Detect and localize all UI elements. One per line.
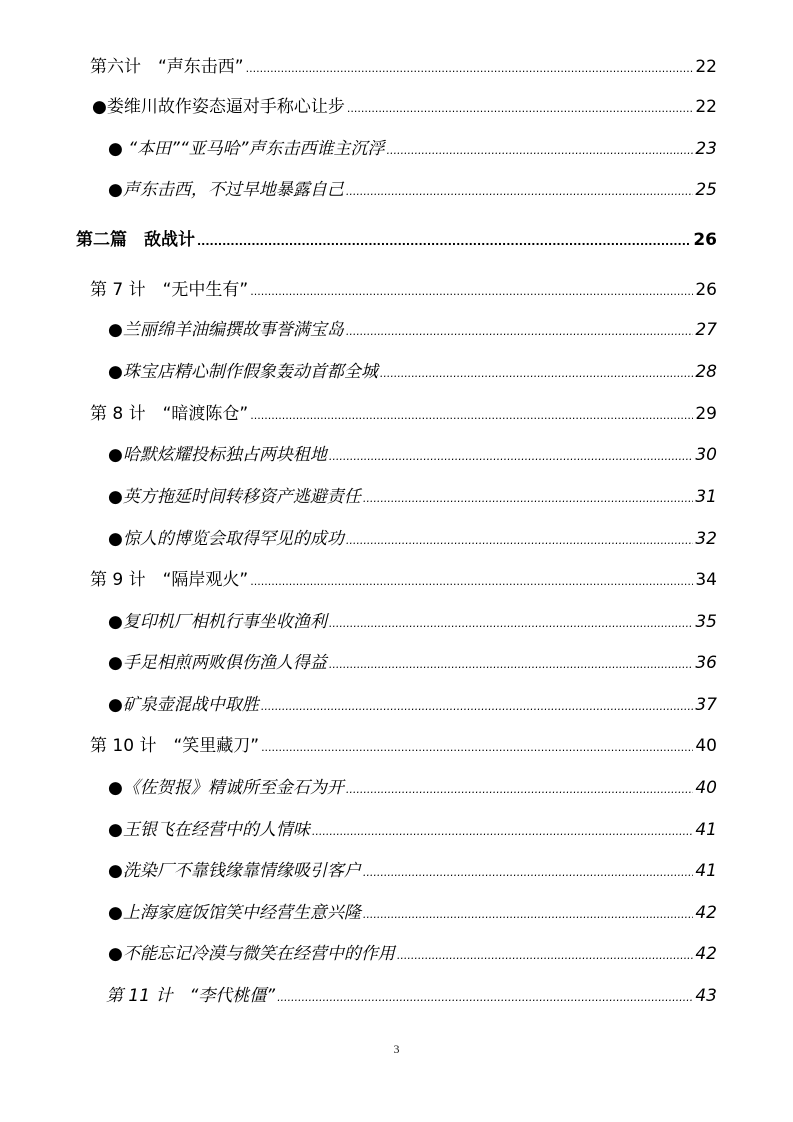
- toc-entry-title: ●矿泉壶混战中取胜: [108, 695, 259, 715]
- dot-leader: [329, 613, 694, 635]
- toc-entry-page: 25: [695, 180, 717, 200]
- dot-leader: [346, 181, 694, 203]
- dot-leader: [397, 945, 694, 967]
- toc-entry-title: ●兰丽绵羊油编撰故事誉满宝岛: [108, 320, 344, 340]
- toc-entry-item[interactable]: [108, 694, 717, 718]
- toc-entry-title: 第 7 计 “无中生有”: [90, 280, 249, 300]
- dot-leader: [363, 488, 694, 510]
- page-number: 3: [393, 1042, 400, 1056]
- toc-entry-page: 31: [695, 487, 717, 507]
- dot-leader: [346, 321, 694, 343]
- toc-entry-page: 28: [695, 362, 717, 382]
- toc-entry-page: 22: [695, 97, 717, 117]
- toc-entry-item[interactable]: [108, 611, 717, 635]
- toc-entry-title: ●《佐贺报》精诚所至金石为开: [108, 778, 344, 798]
- toc-entry-page: 30: [695, 445, 717, 465]
- toc-entry-part[interactable]: [76, 229, 717, 253]
- toc-entry-page: 35: [695, 612, 717, 632]
- toc-entry-item[interactable]: [108, 486, 717, 510]
- toc-entry-item[interactable]: [108, 179, 717, 203]
- toc-entry-title: ●英方拖延时间转移资产逃避责任: [108, 487, 361, 507]
- toc-entry-title: ●不能忘记冷漠与微笑在经营中的作用: [108, 944, 395, 964]
- toc-entry-chapter[interactable]: [90, 569, 717, 593]
- dot-leader: [386, 140, 693, 162]
- toc-entry-item[interactable]: [108, 777, 717, 801]
- toc-entry-page: 41: [695, 861, 717, 881]
- toc-entry-item[interactable]: [92, 96, 717, 120]
- dot-leader: [380, 363, 694, 385]
- toc-entry-title: ●哈默炫耀投标独占两块租地: [108, 445, 327, 465]
- dot-leader: [363, 862, 694, 884]
- toc-entry-page: 27: [695, 320, 717, 340]
- toc-entry-title: ●手足相煎两败俱伤渔人得益: [108, 653, 327, 673]
- toc-entry-item[interactable]: [108, 319, 717, 343]
- dot-leader: [246, 58, 694, 80]
- toc-entry-title: 第二篇 敌战计: [76, 230, 195, 250]
- toc-entry-page: 32: [695, 529, 717, 549]
- toc-entry-page: 26: [695, 280, 717, 300]
- toc-entry-page: 23: [695, 139, 717, 159]
- dot-leader: [346, 530, 694, 552]
- toc-entry-title: ●复印机厂相机行事坐收渔利: [108, 612, 327, 632]
- toc-entry-page: 29: [695, 404, 717, 424]
- toc-entry-page: 43: [695, 986, 717, 1006]
- toc-entry-item[interactable]: [108, 444, 717, 468]
- dot-leader: [277, 987, 693, 1009]
- toc-entry-item[interactable]: [108, 943, 717, 967]
- dot-leader: [250, 281, 693, 303]
- toc-entry-title: ●声东击西，不过早地暴露自己: [108, 180, 344, 200]
- toc-entry-chapter[interactable]: [106, 985, 717, 1009]
- dot-leader: [363, 904, 694, 926]
- toc-entry-title: 第六计 “声东击西”: [90, 57, 244, 77]
- toc-entry-item[interactable]: [108, 860, 717, 884]
- dot-leader: [261, 737, 693, 759]
- toc-entry-item[interactable]: [108, 652, 717, 676]
- toc-entry-page: 26: [693, 230, 717, 250]
- dot-leader: [261, 696, 694, 718]
- dot-leader: [312, 821, 694, 843]
- toc-entry-page: 37: [695, 695, 717, 715]
- toc-entry-page: 42: [695, 944, 717, 964]
- toc-entry-title: ●惊人的博览会取得罕见的成功: [108, 529, 344, 549]
- toc-entry-title: 第 10 计 “笑里藏刀”: [90, 736, 260, 756]
- toc-entry-chapter[interactable]: [90, 403, 717, 427]
- dot-leader: [250, 571, 693, 593]
- dot-leader: [329, 654, 694, 676]
- toc-entry-page: 42: [695, 903, 717, 923]
- toc-entry-title: ●上海家庭饭馆笑中经营生意兴隆: [108, 903, 361, 923]
- toc-entry-title: 第 11 计 “李代桃僵”: [106, 986, 276, 1006]
- toc-entry-item[interactable]: [108, 902, 717, 926]
- toc-entry-item[interactable]: [108, 138, 717, 162]
- toc-entry-title: ●王银飞在经营中的人情味: [108, 820, 310, 840]
- dot-leader: [250, 405, 693, 427]
- toc-entry-title: ●洗染厂不靠钱缘靠情缘吸引客户: [108, 861, 361, 881]
- toc-entry-page: 40: [695, 736, 717, 756]
- dot-leader: [346, 779, 694, 801]
- toc-entry-page: 34: [695, 570, 717, 590]
- toc-entry-page: 36: [695, 653, 717, 673]
- toc-entry-item[interactable]: [108, 528, 717, 552]
- toc-entry-page: 22: [695, 57, 717, 77]
- toc-entry-item[interactable]: [108, 819, 717, 843]
- toc-entry-page: 41: [695, 820, 717, 840]
- toc-entry-chapter[interactable]: [90, 735, 717, 759]
- dot-leader: [329, 446, 694, 468]
- toc-entry-title: ●珠宝店精心制作假象轰动首都全城: [108, 362, 378, 382]
- toc-entry-title: ● “本田”“亚马哈”声东击西谁主沉浮: [108, 139, 385, 159]
- dot-leader: [347, 98, 694, 120]
- toc-entry-title: 第 8 计 “暗渡陈仓”: [90, 404, 249, 424]
- toc-entry-chapter[interactable]: [90, 56, 717, 80]
- toc-entry-chapter[interactable]: [90, 279, 717, 303]
- toc-entry-item[interactable]: [108, 361, 717, 385]
- toc-entry-title: ●娄维川故作姿态逼对手称心让步: [92, 97, 345, 117]
- toc-entry-page: 40: [695, 778, 717, 798]
- dot-leader: [197, 231, 691, 253]
- toc-entry-title: 第 9 计 “隔岸观火”: [90, 570, 249, 590]
